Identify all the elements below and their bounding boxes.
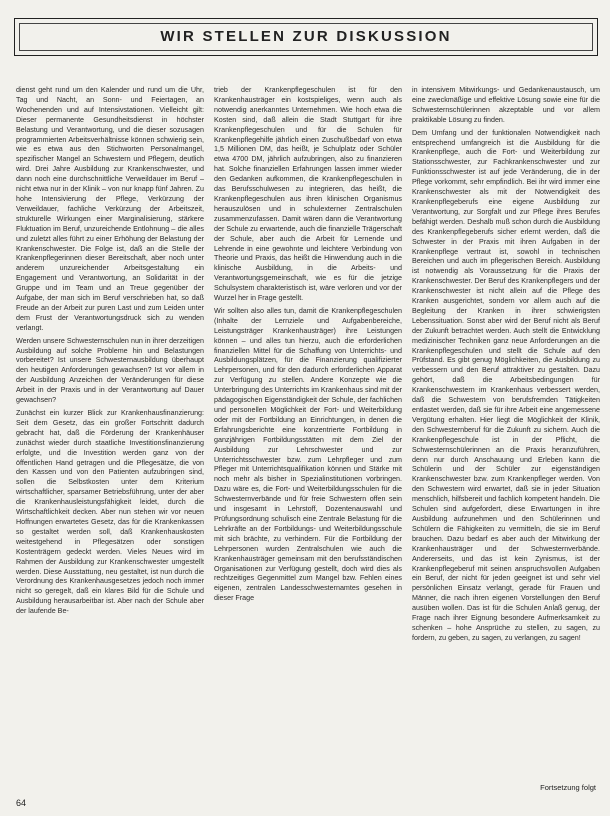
paragraph: trieb der Krankenpflegeschulen ist für den Krankenhausträger ein kostspieliges, wenn auch als notwendig anerkanntes Unternehmen. Wie hoch etwa die Kosten sind, daß allein die Stadt Stuttgart für ihre Krankenpflegeschulen und für die Schulen für Krankenpflegehilfe jährlich einen Zuschußbedarf von etwa 1,5 Millionen DM, das heißt, je Schulplatz oder Schüler etwa 4700 DM, jährlich aufzubringen, also zu finanzieren hat. Solche finanziellen Erfahrungen lassen immer wieder den Gedanken aufkommen, die Krankenpflegeschulen in das Berufsschulwesen zu integrieren, das heißt, die Krankenpflegeschulen aus ihren klinischen Organismus herauszulösen und in schulexterner Zentralschulen zusammenzufassen. Damit wären dann die Verantwortung der Schule zu erwartende, auch die finanzielle Trägerschaft der Schule, aber auch die Arbeit für Lernende und Lehrende in eine gewohnte und leichtere Verbindung von Theorie und Praxis, das heißt die Hinwendung auch in die klinische Ausbildung, in die Arbeits- und Verantwortungsgemeinschaft, wie es für die jetzige Schulsystem charakteristisch ist, wäre verloren und vor der Wurzel her in Frage gestellt. bbox=[214, 86, 402, 303]
text-column-1 bbox=[16, 86, 204, 786]
paragraph: dienst geht rund um den Kalender und rund um die Uhr, Tag und Nacht, an Sonn- und Feiertagen, an Wochenenden und auf Intensivstationen. Vielleicht gilt: Dieser permanente Gesundheitsdienst in höchster Belastung und Verantwortung, und die dieser sozusagen programmierten Arbeitsverhältnisse können schwierig sein, wie es etwa aus den Stichworten Personalmangel, spezifischer Mangel an Schwestern und Pflegern, deutlich wird. Drei Jahre Ausbildung zur Krankenschwester, und dann noch eine durchschnittliche Verweildauer im Beruf – nicht etwa nur in der Klinik – von nur knapp fünf Jahren. Zu hohe Intensivierung der Pflege, Verkürzung der Verweildauer, fachliche Verkürzung der Arbeitszeit, strukturelle Wirkungen einer Marginalisierung, stärkere Fluktuation im Beruf, unzureichende Entlohnung – die alles und zuletzt alles führt zu einer Erhöhung der Belastung der Krankenschwester. Die Folge ist, daß an die Stelle der Krankenpflegerinnen dieser Bereitschaft, aber noch unter anderem unzureichender Arbeitsgestaltung ein Engagement und Verantwortung, an Solidarität in der Gruppe und im Team und an Treue gegenüber der Aufgabe, der man sich im Beruf verschrieben hat, so daß Freude an der Arbeit zur puren Last und zum Leiden unter dem Frust der Verantwortungsdruck sich zu wenden verlangt. bbox=[16, 86, 204, 332]
page-number: 64 bbox=[16, 798, 27, 808]
paragraph: in intensivem Mitwirkungs- und Gedankenaustausch, um eine zweckmäßige und effektive Lösung sowie eine für die Schwesternschülerinnen akzeptable und vor allem praktikable Lösung zu finden. bbox=[412, 86, 600, 124]
text-column-3 bbox=[412, 86, 600, 786]
text-columns bbox=[16, 86, 600, 786]
paragraph: Werden unsere Schwesternschulen nun in ihrer derzeitigen Ausbildung auf solche Probleme hin und Belastungen vorbereitet? Ist unsere Schwesternausbildung überhaupt den heutigen Anforderungen gewachsen? Ist vor allem in der Ausbildung Anzeichen der Veränderungen für diese Arbeit in der Praxis und in der Verantwortung auf Dauer gewachsen? bbox=[16, 336, 204, 405]
paragraph: Dem Umfang und der funktionalen Notwendigkeit nach entsprechend umfangreich ist die Ausbildung für die Krankenpflege, auch die Fort- und Weiterbildung zur Stationsschwester, zur Fachkrankenschwester und zur Funktionsschwester ist auf jede Veränderung, die in der Pflege vorkommt, sehr empfindlich. Bei ihr wird immer eine Krankenschwester als mit der Notwendigkeit des Krankenpflegeberufs eine eigene Ausbildung zur Verantwortung, zur Sorgfalt und zur Pflege ihres Berufes befähigt werden. Deshalb muß schon durch die Ausbildung des Krankenpflegeberufs sicher erlernt werden, daß die Schwester in der Praxis mit ihren Aufgaben in der Krankenpflege vertraut ist, sowohl in technischen Bereichen und auch im pflegerischen Bereich. Ausbildung ist notwendig als Voraussetzung für die Praxis der Krankenschwester. Der Beruf des Krankenpflegers und der Krankenschwester ist nicht allein auf die Pflege des Kranken ausgerichtet, sondern vor allem auch auf die Begleitung der Kranken in ihrer schwierigsten Lebenssituation. Sonst aber wird der Beruf nicht als Beruf der Zukunft betrachtet werden. Auch stellt die Entwicklung medizinischer Techniken ganz neue Anforderungen an die Krankenpflegeschulen und stellt die Schule auf den Prüfstand. Es gibt genug Möglichkeiten, die Ausbildung zu verbessern und den Beruf attraktiver zu gestalten. Dazu gehört, daß die Arbeitsbedingungen für Krankenschwestern im Krankenhaus verbessert werden, daß die Schwestern von berufsfremden Tätigkeiten entlastet werden, daß sie für ihre Arbeit eine angemessene Vergütung erhalten. Hier liegt die Möglichkeit der Klinik, den Schwesternberuf für die Zukunft zu sichern. Auch die Krankenpflegeschule ist in der Pflicht, die Schwesternschülerinnen an die Praxis heranzuführen, denn nur durch Anschauung und Erleben kann die Schülerin und der Schüler zur eigenständigen Krankenschwester bzw. zum Krankenpfleger werden. Von den Schwestern wird erwartet, daß sie in jeder Situation menschlich, hilfsbereit und fachlich kompetent handeln. Die Schulen sind aufgefordert, diese Erwartungen in ihre Ausbildung aufzunehmen und den Schülerinnen und Schülern die Fähigkeiten zu vermitteln, die sie im Beruf brauchen. Dazu bedarf es aber auch der Mitwirkung der Krankenhausträger und der Schwesternverbände. Andererseits, und das ist kein Zynismus, ist der Krankenpflegeberuf mit seinen anspruchsvollen Aufgaben ein Beruf, der nicht für jeden geeignet ist und sehr viel persönlichen Einsatz verlangt, gerade für Frauen und Männer, die nach ihren eigenen Vorstellungen den Beruf ausüben wollen. Das ist für die Schulen Anlaß genug, der Frage nach ihrer Eignung besondere Aufmerksamkeit zu schenken – hohe Ansprüche zu stellen, zu sagen, zu fordern, zu geben, zu sagen, zu verlangen, zu sagen! bbox=[412, 128, 600, 642]
paragraph: Wir sollten also alles tun, damit die Krankenpflegeschulen (Inhalte der Lernziele und Aufgabenbereiche, Leistungsträger Krankenhausträger) ihre Leistungen können – und alles tun hierzu, auch die erforderlichen finanziellen Mittel für die Schaffung von Unterrichts- und Ausbildungsplätzen, für die Finanzierung qualifizierter Lehrpersonen, und für den dadurch erforderlichen Apparat zur Verfügung zu stellen. Andere Konzepte wie die Unterbringung des Unterrichts im Krankenhaus sind mit der pädagogischen Eigenständigkeit der Schule, der fachlichen und personellen Möglichkeit der Fort- und Weiterbildung oder mit der Fortbildung an Einrichtungen, in denen die Erfahrungsberichte eine konzentrierte Fortbildung in ganzjährigen Fortbildungsstätten mit dem Ziel der Ausbildung zur Lehrschwester und zur Unterrichtsschwester bzw. zum Lehrpfleger und zum Pfleger mit Unterrichtsqualifikation können und Stärke mit noch mehr als bisher in Spezialinstitutionen vorbringen. Dazu wäre es, die Fort- und Weiterbildungsschulen für die Schwesternverbände und für freie Schwestern offen sein und insgesamt in Lehrstoff, Dozentenauswahl und Prüfungsordnung schulisch eine Zentrale Belastung für die Lehrkräfte an der Fortbildungs- und Weiterbildungsschule mit sich brächte, zu verhindern. Für die Fortbildung der Lehrpersonen wurden Zentralschulen wie auch die Krankenhausträger gemeinsam mit den berufsständischen Organisationen zur Verfügung gestellt, doch wird dies als rechtzeitiges Gegenmittel zum Mangel bzw. Fehlen eines eigenen, zentralen Landesschwesternamtes gesehen in dieser Frage bbox=[214, 306, 402, 603]
text-column-2 bbox=[214, 86, 402, 786]
paragraph: Zunächst ein kurzer Blick zur Krankenhausfinanzierung: Seit dem Gesetz, das ein großer Fortschritt dadurch gebracht hat, daß die Förderung der Krankenhäuser zunächst wieder durch staatliche Investitionsfinanzierung erfolgte, und die Investition werden ganz von der öffentlichen Hand getragen und die Pflegesätze, die von den Kassen und von den Patienten aufzubringen sind, sollen die Selbstkosten unter dem Kriterium wirtschaftlicher, sparsamer Betriebsführung, unter der aber die Krankenhausleistungsfähigkeit leidet, durch die Wirtschaftlichkeit decken. Aber nun stehen wir vor neuen Hoffnungen erwartetes Gesetz, das für die Krankenkassen so gestaltet werden soll, daß Krankenhauskosten weitestgehend in Pflegesätzen oder sonstigen Kostenträgern gedeckt werden. Vieles Neues wird im Rahmen der Ausbildung zur Krankenschwester umgestellt werden. Diese Ausstattung, neu gestaltet, ist nun durch die Verordnung des Krankenhausgesetzes jedoch noch immer nicht so geregelt, daß ein klares Bild für die Schule und Ausbildung herausarbeitbar ist. Aber nach der Schule aber der laufende Be- bbox=[16, 409, 204, 616]
section-title: WIR STELLEN ZUR DISKUSSION bbox=[160, 28, 452, 45]
section-header-box bbox=[14, 18, 598, 56]
continued-note: Fortsetzung folgt bbox=[540, 783, 596, 792]
